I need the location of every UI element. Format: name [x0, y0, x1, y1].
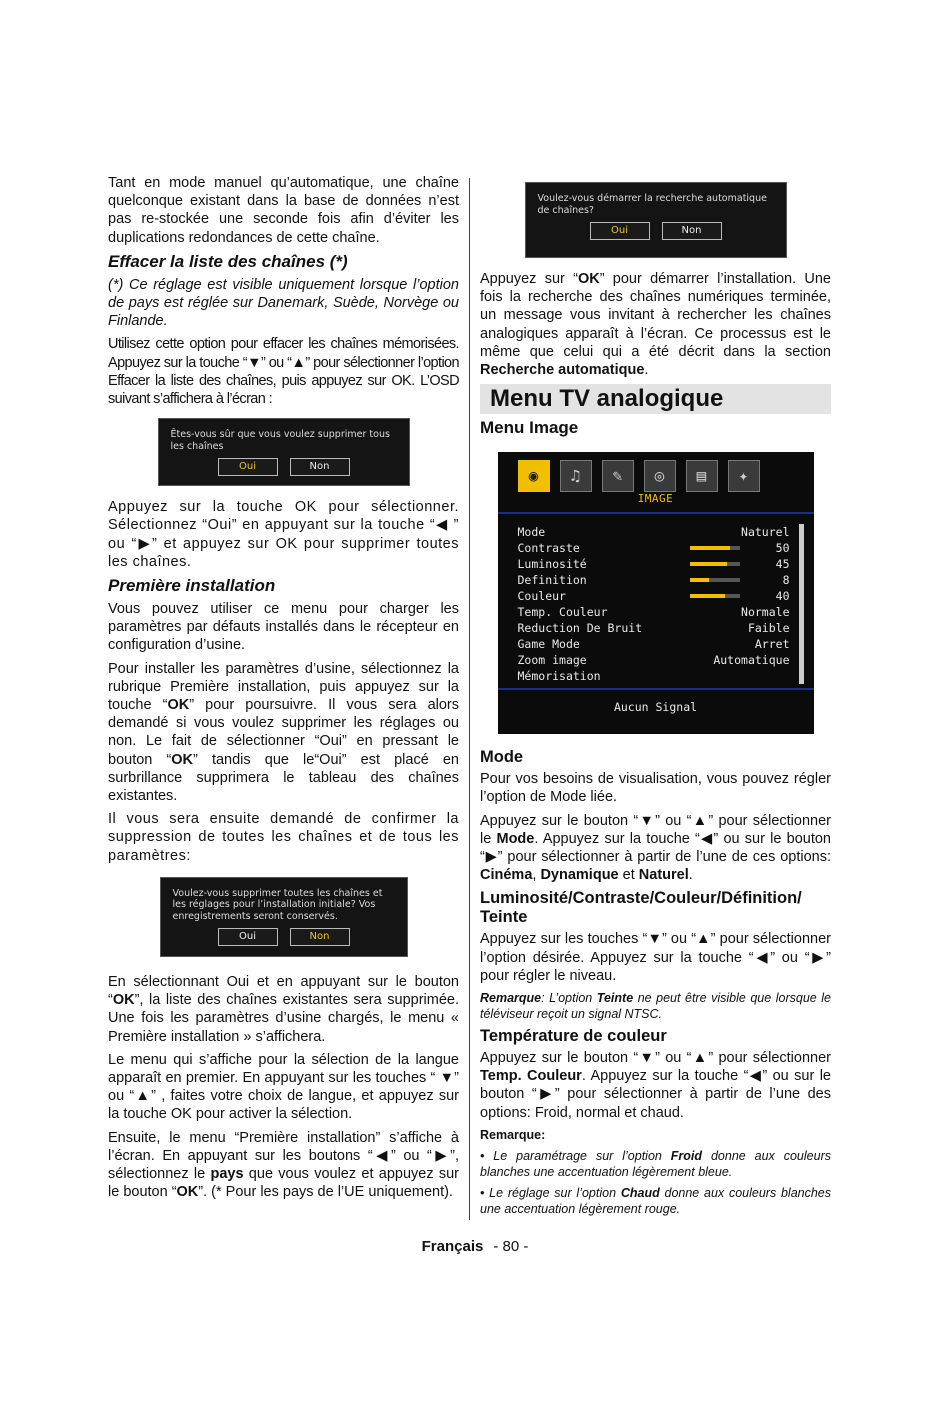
menu-rows	[518, 524, 790, 684]
oui-button[interactable]: Oui	[590, 222, 650, 240]
satellite-icon[interactable]: ✦	[728, 460, 760, 492]
menu-row-label: Temp. Couleur	[517, 605, 608, 620]
oui-button[interactable]: Oui	[218, 928, 278, 946]
temperature-paragraph: Appuyez sur le bouton “▼” ou “▲” pour sélectionner Temp. Couleur. Appuyez sur la touche “◀” ou sur le bouton “▶” pour sélectionner à partir de l’une des options: Froid, normal et chaud.	[480, 1050, 831, 1121]
dialog-premiere	[160, 877, 408, 957]
appuyez-paragraph: Appuyez sur la touche OK pour sélectionner. Sélectionnez “Oui” en appuyant sur la touche “◀ ” ou “▶” et appuyez sur OK pour supprimer toutes les chaînes.	[108, 499, 459, 570]
mode-paragraph-2: Appuyez sur le bouton “▼” ou “▲” pour sélectionner le Mode. Appuyez sur la touche “◀” ou sur le bouton “▶” pour sélectionner à partir de l’une de ces options: Cinéma, Dynamique et Naturel.	[480, 812, 831, 884]
list-icon[interactable]: ▤	[686, 460, 718, 492]
vous-paragraph: Vous pouvez utiliser ce menu pour charger les paramètres par défauts installés dans le récepteur en configuration d’usine.	[108, 601, 459, 654]
menu-row-label: Reduction De Bruit	[517, 621, 643, 636]
menu-row-label: Zoom image	[517, 653, 587, 668]
level-bar-fill	[690, 578, 709, 582]
menu-row-label: Couleur	[517, 589, 566, 604]
menu-divider-top	[498, 512, 814, 514]
heading-mode: Mode	[480, 748, 524, 767]
media-icon[interactable]: ◎	[644, 460, 676, 492]
menu-scrollbar[interactable]	[799, 524, 804, 684]
menu-row[interactable]	[518, 540, 790, 556]
heading-premiere: Première installation	[108, 576, 276, 596]
menu-row-label: Mode	[517, 525, 546, 540]
music-icon[interactable]: ♫	[560, 460, 592, 492]
level-bar[interactable]	[690, 578, 740, 582]
menu-row-label: Contraste	[517, 541, 580, 556]
dialog-recherche	[525, 182, 787, 258]
left-column	[108, 174, 459, 1206]
level-bar[interactable]	[690, 562, 740, 566]
heading-effacer: Effacer la liste des chaînes (*)	[108, 251, 348, 271]
luminosite-paragraph: Appuyez sur les touches “▼” ou “▲” pour sélectionner l’option désirée. Appuyez sur la touche “◀” ou “▶” pour régler le niveau.	[480, 931, 831, 984]
note-paragraph: (*) Ce réglage est visible uniquement lorsque l’option de pays est réglée sur Danemark, Suède, Norvège ou Finlande.	[108, 276, 459, 330]
image-menu-screenshot	[498, 452, 814, 734]
menu-row[interactable]	[518, 668, 790, 684]
menu-row-value: Normale	[741, 605, 790, 620]
non-button[interactable]: Non	[290, 928, 350, 946]
heading-temperature: Température de couleur	[480, 1027, 667, 1046]
menu-row-value: Faible	[747, 621, 790, 636]
settings-icon[interactable]: ✎	[602, 460, 634, 492]
utilisez-paragraph: Utilisez cette option pour effacer les chaînes mémorisées. Appuyez sur la touche “▼” ou “▲” pour sélectionner l’option Effacer la liste des chaînes, puis appuyez sur OK. L’OSD suivant s’affichera à l’écran :	[108, 336, 459, 408]
heading-luminosite: Luminosité/Contraste/Couleur/Définition/ Teinte	[480, 889, 802, 927]
menu-row[interactable]	[518, 620, 790, 636]
menu-row-label: Game Mode	[517, 637, 580, 652]
menu-row-value: Automatique	[713, 653, 790, 668]
menu-row[interactable]	[518, 556, 790, 572]
appuyez-ok-paragraph: Appuyez sur “OK” pour démarrer l’installation. Une fois la recherche des chaînes numériques terminée, un message vous invitant à rechercher les chaînes analogiques apparaît à l’écran. Ce processus est le même que celui qui a été décrit dans la section Recherche automatique.	[480, 271, 831, 379]
ilvous-paragraph: Il vous sera ensuite demandé de confirmer la suppression de toutes les chaînes et de tous les paramètres:	[108, 811, 459, 864]
dialog-message: Voulez-vous supprimer toutes les chaînes et les réglages pour l’installation initiale? Vos enregistrements seront conservés.	[172, 887, 383, 922]
section-title: Menu TV analogique	[490, 385, 724, 413]
level-bar[interactable]	[690, 594, 740, 598]
level-bar-fill	[690, 546, 730, 550]
mode-paragraph-1: Pour vos besoins de visualisation, vous pouvez régler l’option de Mode liée.	[480, 771, 831, 806]
signal-status: Aucun Signal	[613, 700, 698, 715]
menu-row[interactable]	[518, 636, 790, 652]
menu-row-value: 50	[775, 541, 790, 556]
bullet-froid: • Le paramétrage sur l’option Froid donne aux couleurs blanches une accentuation légèrement bleue.	[480, 1148, 831, 1179]
level-bar[interactable]	[690, 546, 740, 550]
dialog-message: Voulez-vous démarrer la recherche automatique de chaînes?	[537, 193, 767, 216]
menu-row[interactable]	[518, 652, 790, 668]
footer-language: Français	[421, 1238, 484, 1255]
intro-paragraph: Tant en mode manuel qu’automatique, une chaîne quelconque existant dans la base de données n’est pas re-stockée une seconde fois afin d’éviter les duplications redondances de cette chaîne.	[108, 175, 459, 246]
menu-row[interactable]	[518, 572, 790, 588]
non-button[interactable]: Non	[290, 458, 350, 476]
remarque-label: Remarque:	[480, 1127, 546, 1142]
ensuite-paragraph: Ensuite, le menu “Première installation” s’affiche à l’écran. En appuyant sur les boutons “◀” ou “▶”, sélectionnez le pays que vous voulez et appuyez sur le bouton “OK”. (* Pour les pays de l’UE uniquement).	[108, 1129, 460, 1201]
remarque-teinte: Remarque: L’option Teinte ne peut être visible que lorsque le téléviseur reçoit un signal NTSC.	[480, 991, 832, 1022]
menu-divider-bottom	[498, 688, 814, 690]
level-bar-fill	[690, 594, 725, 598]
menu-row-value: 45	[775, 557, 790, 572]
right-column	[480, 182, 831, 1222]
dialog-effacer	[158, 418, 410, 486]
menu-icon-bar	[518, 460, 760, 492]
menu-paragraph: Le menu qui s’affiche pour la sélection de la langue apparaît en premier. En appuyant sur les touches “ ▼” ou “▲” , faites votre choix de langue, et appuyez sur la touche OK pour activer la sélection.	[108, 1051, 459, 1123]
menu-row-value: Naturel	[741, 525, 790, 540]
menu-title: IMAGE	[637, 492, 674, 506]
dialog-message: Êtes-vous sûr que vous voulez supprimer tous les chaînes	[170, 429, 390, 452]
menu-row-label: Definition	[517, 573, 587, 588]
camera-icon[interactable]: ◉	[518, 460, 550, 492]
non-button[interactable]: Non	[662, 222, 722, 240]
menu-row-value: 40	[775, 589, 790, 604]
menu-row-label: Luminosité	[517, 557, 587, 572]
column-divider	[469, 178, 470, 1220]
pour-paragraph: Pour installer les paramètres d’usine, sélectionnez la rubrique Première installation, puis appuyez sur la touche “OK” pour poursuivre. Il vous sera alors demandé si vous voulez supprimer les réglages ou non. Le fait de sélectionner “Oui” en pressant le bouton “OK” tandis que le“Oui” est placé en surbrillance supprimera le tableau des chaînes existantes.	[108, 660, 459, 805]
menu-row[interactable]	[518, 524, 790, 540]
menu-row-value: 8	[782, 573, 790, 588]
level-bar-fill	[690, 562, 728, 566]
menu-row[interactable]	[518, 588, 790, 604]
menu-row-label: Mémorisation	[517, 669, 601, 684]
oui-button[interactable]: Oui	[218, 458, 278, 476]
page-number: - 80 -	[493, 1238, 529, 1255]
en-paragraph: En sélectionnant Oui et en appuyant sur le bouton “OK”, la liste des chaînes existantes sera supprimée. Une fois les paramètres d’usine chargés, le menu « Première installation » s’affichera.	[108, 973, 459, 1045]
menu-row-value: Arret	[754, 637, 790, 652]
page-footer	[0, 1238, 950, 1255]
menu-row[interactable]	[518, 604, 790, 620]
section-title-bar	[480, 384, 831, 414]
heading-menu-image: Menu Image	[480, 418, 579, 438]
bullet-chaud: • Le réglage sur l’option Chaud donne aux couleurs blanches une accentuation légèrement rouge.	[480, 1185, 832, 1216]
